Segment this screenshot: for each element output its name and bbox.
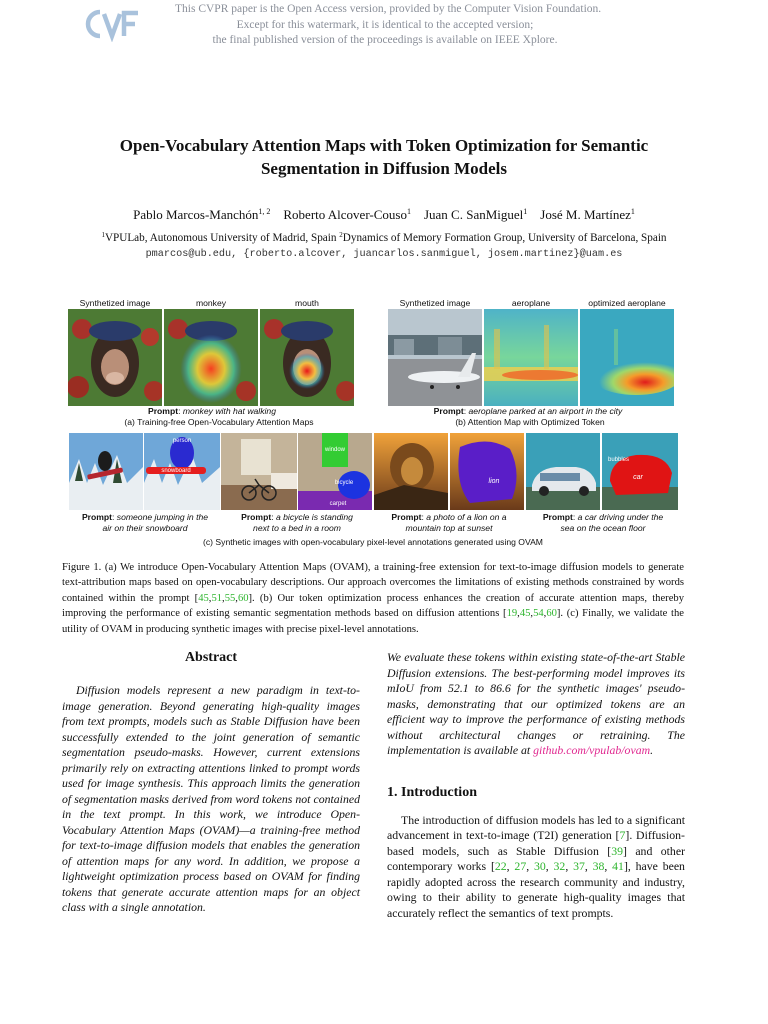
author: José M. Martínez$^1$ [540,207,635,222]
author: Roberto Alcover-Couso$^1$ [283,207,411,222]
mask-tag: car [633,474,643,481]
fig-c-mask-bicycle [298,433,372,510]
abstract-text: Diffusion models represent a new paradigm in text-to-image generation. Beyond generating high-quality images from text prompts, models such as Stable Diffusion have been successfully extended to the joint generation of semantic segmentation pseudo-masks. However, current extensions primarily rely on extracting attentions linked to prompt words used for image synthesis. This approach limits the generation of segmentation masks derived from word tokens not contained in the text prompt. In this work, we introduce Open-Vocabulary Attention Maps (OVAM)—a training-free method for text-to-image diffusion models that enables the generation of attention maps for any word. In addition, we propose a lightweight optimization process based on OVAM for finding tokens that generate accurate attention maps for an object class with a single annotation. [62,683,360,914]
citation-link[interactable]: 19 [506,608,518,620]
citation-link[interactable]: 41 [612,859,624,873]
citation-link[interactable]: 45 [198,592,209,604]
fig-c-mask-lion [450,433,524,510]
fig-b-label: aeroplane [511,298,551,308]
fig-b-label: optimized aeroplane [588,298,666,308]
code-link[interactable]: github.com/vpulab/ovam [533,743,651,757]
fig-c-image-snowboard [69,433,143,510]
fig-a-attention-mouth [260,309,354,406]
fig-b-caption: (b) Attention Map with Optimized Token [455,417,605,427]
left-column [62,650,360,916]
title-line: Segmentation in Diffusion Models [260,159,508,178]
fig-b-attention-aeroplane [484,309,578,406]
mask-tag: carpet [329,501,347,507]
citation-link[interactable]: 27 [514,859,527,873]
citation-link[interactable]: 22 [494,859,507,873]
citation-link[interactable]: 37 [573,859,585,873]
citation-link[interactable]: 60 [237,592,249,604]
fig-b-prompt: Prompt: aeroplane parked at an airport in the city [433,406,623,416]
citation-link[interactable]: 60 [546,608,557,620]
fig-c-image-car [526,433,600,510]
mask-tag: bubbles [608,457,630,463]
mask-tag: window [324,447,346,453]
author: Pablo Marcos-Manchón$^{1, 2}$ [133,207,271,222]
mask-tag: snowboard [161,468,191,474]
citation-link[interactable]: 32 [553,859,566,873]
fig-c-image-bicycle [221,433,297,510]
right-column [387,650,685,921]
watermark-line: Except for this watermark, it is identical to the accepted version; [236,18,534,31]
watermark-line: the final published version of the proceedings is available on IEEE Xplore. [212,34,558,46]
citation-link[interactable]: 45 [519,608,531,620]
fig-c-caption: (c) Synthetic images with open-vocabulary pixel-level annotations generated using OVAM [203,537,543,547]
citation-link[interactable]: 39 [611,843,623,858]
fig-a-label: Synthetized image [79,298,151,308]
citation-link[interactable]: 30 [533,859,546,873]
citation-link[interactable]: 51 [211,592,223,604]
affiliations: $^1$VPULab, Autonomous University of Madrid, Spain $^2$Dynamics of Memory Formation Group, University of Barcelona, Spain [101,231,667,244]
author: Juan C. SanMiguel$^1$ [423,207,528,222]
fig-c-prompt: Prompt: a bicycle is standing next to a bed in a room [241,512,353,533]
fig-c-mask-car [602,433,678,510]
fig-a-attention-monkey [164,309,258,406]
citation-link[interactable]: 38 [592,859,605,873]
title-line: Open-Vocabulary Attention Maps with Token Optimization for Semantic [119,136,649,155]
author-emails: pmarcos@ub.edu, {roberto.alcover, juancarlos.sanmiguel, josem.martinez}@uam.es [145,249,623,260]
fig-a-prompt: Prompt: monkey with hat walking [147,406,276,416]
fig-b-attention-optimized [580,309,674,406]
fig-c-mask-snowboard [144,433,220,510]
fig-c-prompt: Prompt: a photo of a lion on a mountain top at sunset [391,512,507,533]
citation-link[interactable]: 54 [533,608,544,620]
abstract-text-continued: We evaluate these tokens within existing state-of-the-art Stable Diffusion extensions. The best-performing model improves its mIoU from 52.1 to 86.6 for the synthetic images' pseudo-masks, demonstrating that our optimized tokens are an efficient way to improve the performance of existing methods without architectural changes or retraining. The implementation is available at github.com/vpulab/ovam. [387,650,685,757]
fig-a-label: monkey [195,298,227,308]
citation-link[interactable]: 55 [224,592,236,604]
fig-b-image-aeroplane [388,309,482,406]
mask-tag: bicycle [334,480,354,486]
fig-a-image-monkey [68,309,162,406]
fig-c-image-lion [374,433,448,510]
figure-caption: Figure 1. (a) We introduce Open-Vocabulary Attention Maps (OVAM), a training-free extension for text-to-image diffusion models to generate text-attribution maps based on open-vocabulary descriptions. Our approach overcomes the limitations of existing methods constrained by words contained within the prompt [45,51,55,60]. (b) Our token optimization process enhances the creation of accurate attention maps, thereby improving the performance of existing semantic segmentation methods based on diffusion attentions [19,45,54,60]. (c) Finally, we validate the utility of OVAM in producing synthetic images with precise pixel-level annotations. [62,562,684,635]
intro-text: The introduction of diffusion models has led to a significant advancement in text-to-image (T2I) generation [7]. Diffusion-based models, such as Stable Diffusion [39] and other contemporary works [22, 27, 30, 32, 37, 38, 41], have been rapidly adopted across the research community and industry, owing to their ability to generate high-quality images that accurately reflect the semantics of text prompts. [387,812,685,920]
citation-link[interactable]: 7 [619,828,626,842]
watermark-line: This CVPR paper is the Open Access version, provided by the Computer Vision Foundation. [175,3,602,15]
mask-tag: person [172,438,192,444]
intro-heading: 1. Introduction [387,784,477,800]
fig-a-label: mouth [295,298,319,308]
mask-tag: lion [488,478,500,485]
fig-c-prompt: Prompt: a car driving under the sea on the ocean floor [542,512,664,533]
fig-a-caption: (a) Training-free Open-Vocabulary Attention Maps [124,417,314,427]
abstract-heading: Abstract [184,650,238,665]
fig-b-label: Synthetized image [399,298,471,308]
fig-c-prompt: Prompt: someone jumping in the air on their snowboard [81,512,209,533]
